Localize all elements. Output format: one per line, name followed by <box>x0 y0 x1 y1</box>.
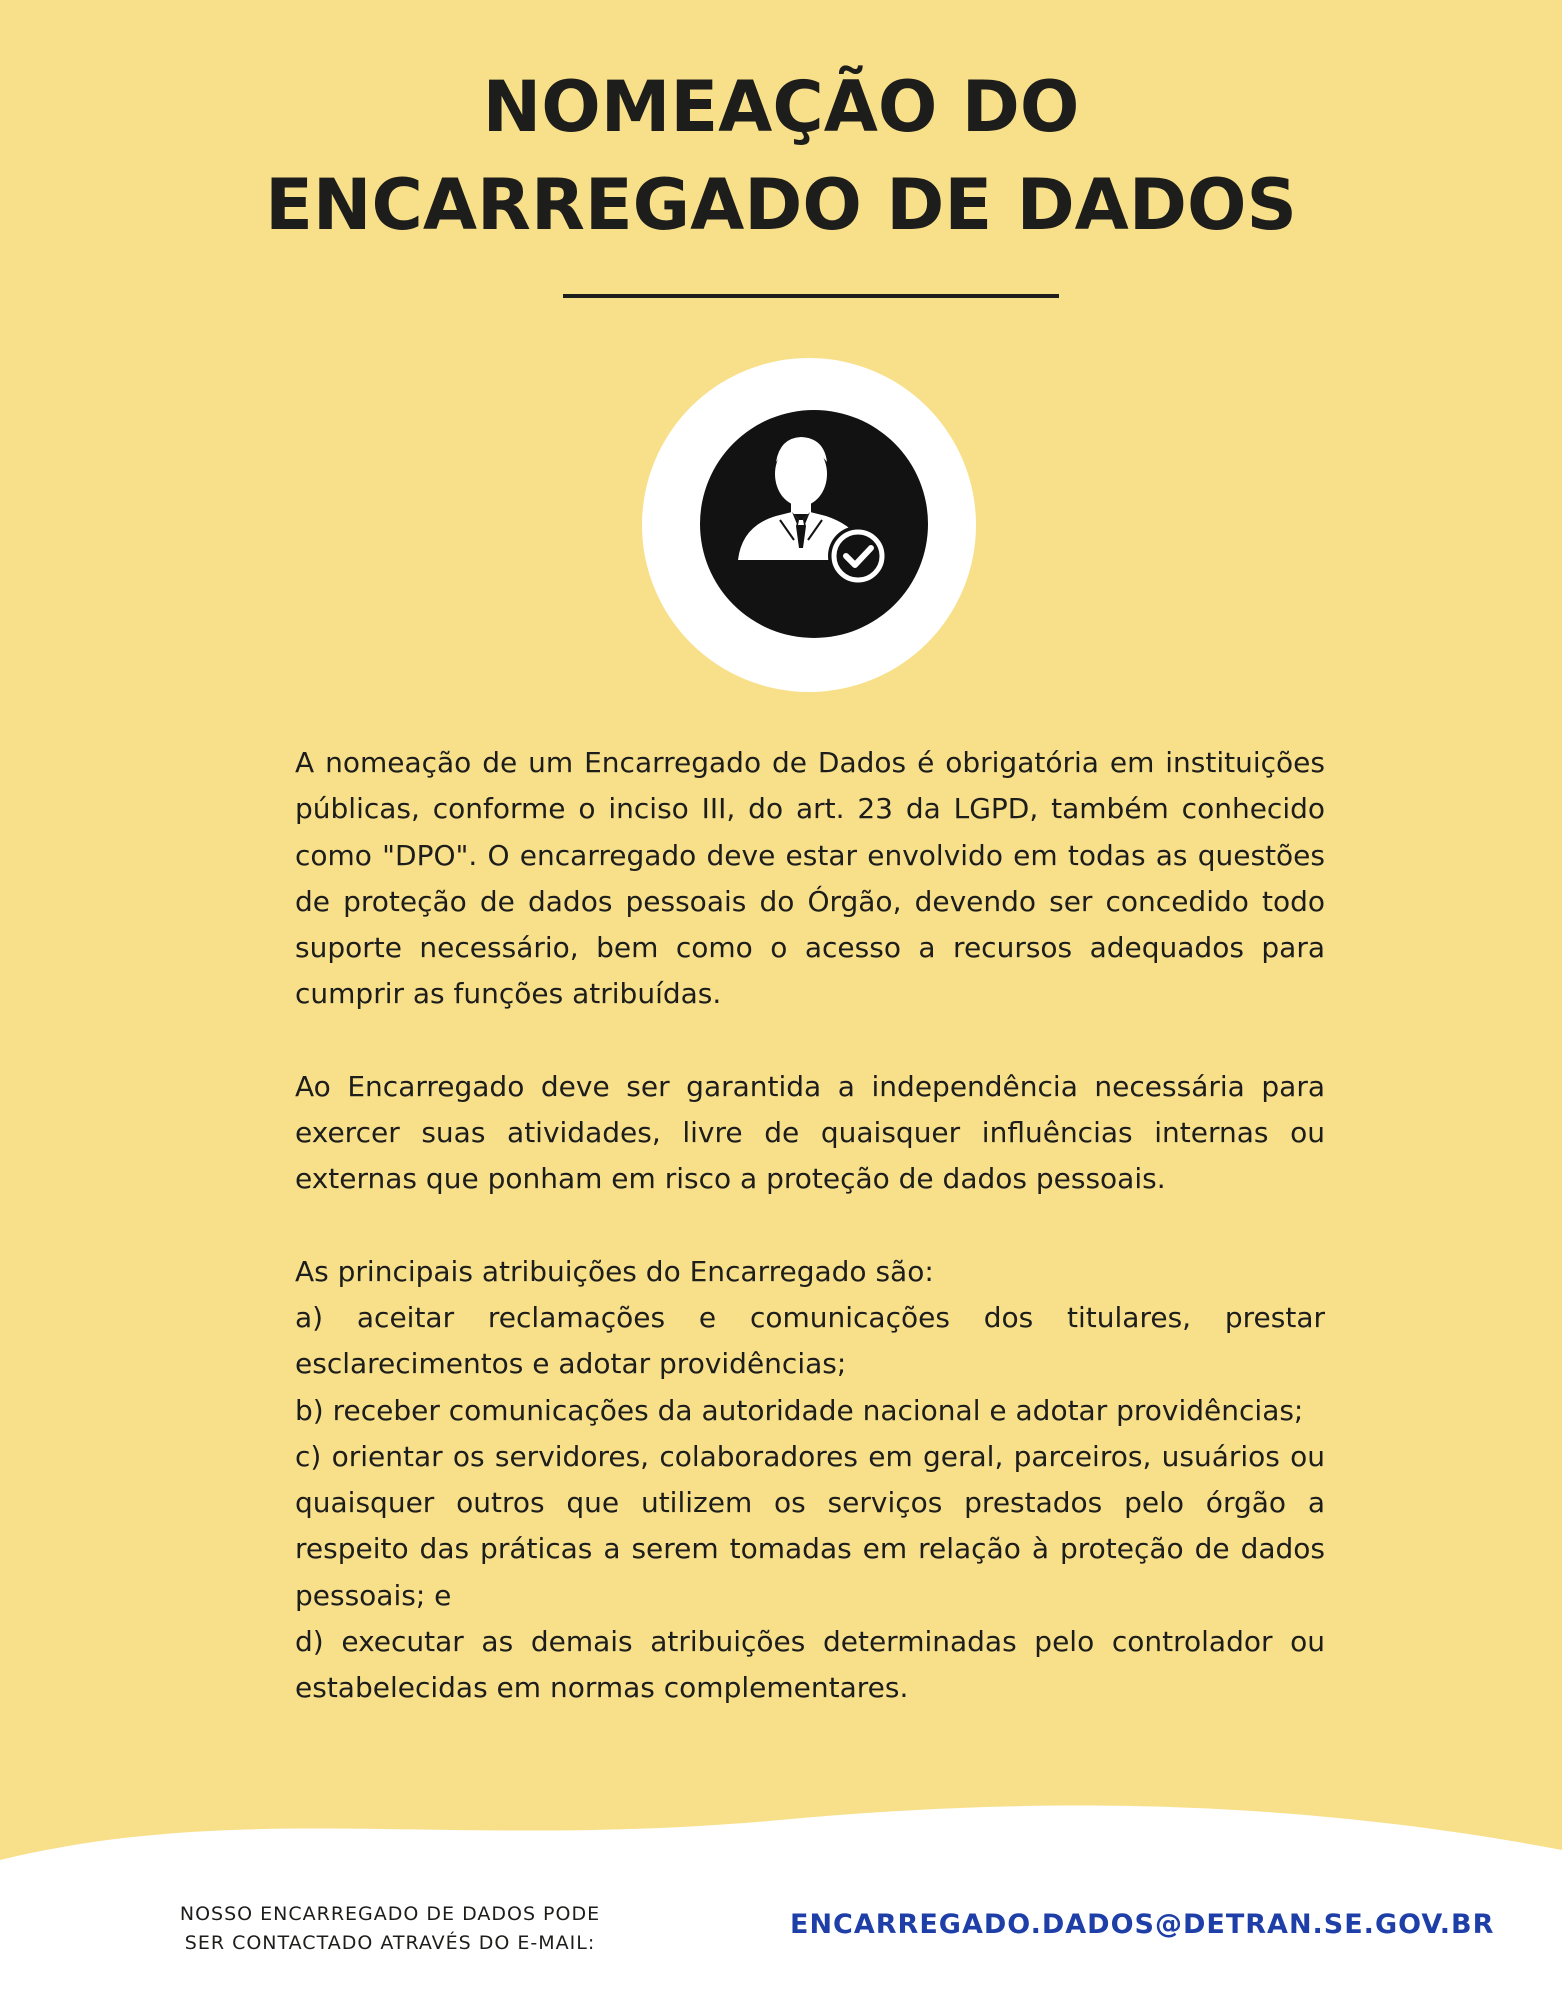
main-content <box>295 740 1325 1712</box>
person-with-checkmark-icon <box>700 410 928 638</box>
footer-contact-label <box>170 1900 610 1958</box>
person-icon <box>700 410 928 638</box>
footer-contact-line-1: NOSSO ENCARREGADO DE DADOS PODE <box>179 1903 601 1925</box>
contact-email-link[interactable]: ENCARREGADO.DADOS@DETRAN.SE.GOV.BR <box>790 1909 1495 1940</box>
footer-contact-line-2: SER CONTACTADO ATRAVÉS DO E-MAIL: <box>184 1932 596 1954</box>
list-item-c: c) orientar os servidores, colaboradores em geral, parceiros, usuários ou quaisquer outros que utilizem os serviços prestados pelo órgão a respeito das práticas a serem tomadas em relação à proteção de dados pessoais; e <box>295 1439 1325 1612</box>
footer-wave <box>0 1780 1562 1999</box>
list-intro: As principais atribuições do Encarregado são: <box>295 1254 934 1288</box>
list-item-b: b) receber comunicações da autoridade nacional e adotar providências; <box>295 1393 1304 1427</box>
title-line-1: NOMEAÇÃO DO <box>482 66 1080 148</box>
title-line-2: ENCARREGADO DE DADOS <box>265 164 1297 246</box>
title-divider <box>563 294 1059 298</box>
list-item-a: a) aceitar reclamações e comunicações dos titulares, prestar esclarecimentos e adotar providências; <box>295 1300 1325 1381</box>
page-title <box>0 58 1562 254</box>
paragraph-intro: A nomeação de um Encarregado de Dados é obrigatória em instituições públicas, conforme o inciso III, do art. 23 da LGPD, também conhecido como "DPO". O encarregado deve estar envolvido em todas as questões de proteção de dados pessoais do Órgão, devendo ser concedido todo suporte necessário, bem como o acesso a recursos adequados para cumprir as funções atribuídas. <box>295 746 1325 1011</box>
list-item-d: d) executar as demais atribuições determinadas pelo controlador ou estabelecidas em normas complementares. <box>295 1625 1325 1705</box>
paragraph-independence: Ao Encarregado deve ser garantida a independência necessária para exercer suas atividades, livre de quaisquer influências internas ou externas que ponham em risco a proteção de dados pessoais. <box>295 1069 1325 1196</box>
